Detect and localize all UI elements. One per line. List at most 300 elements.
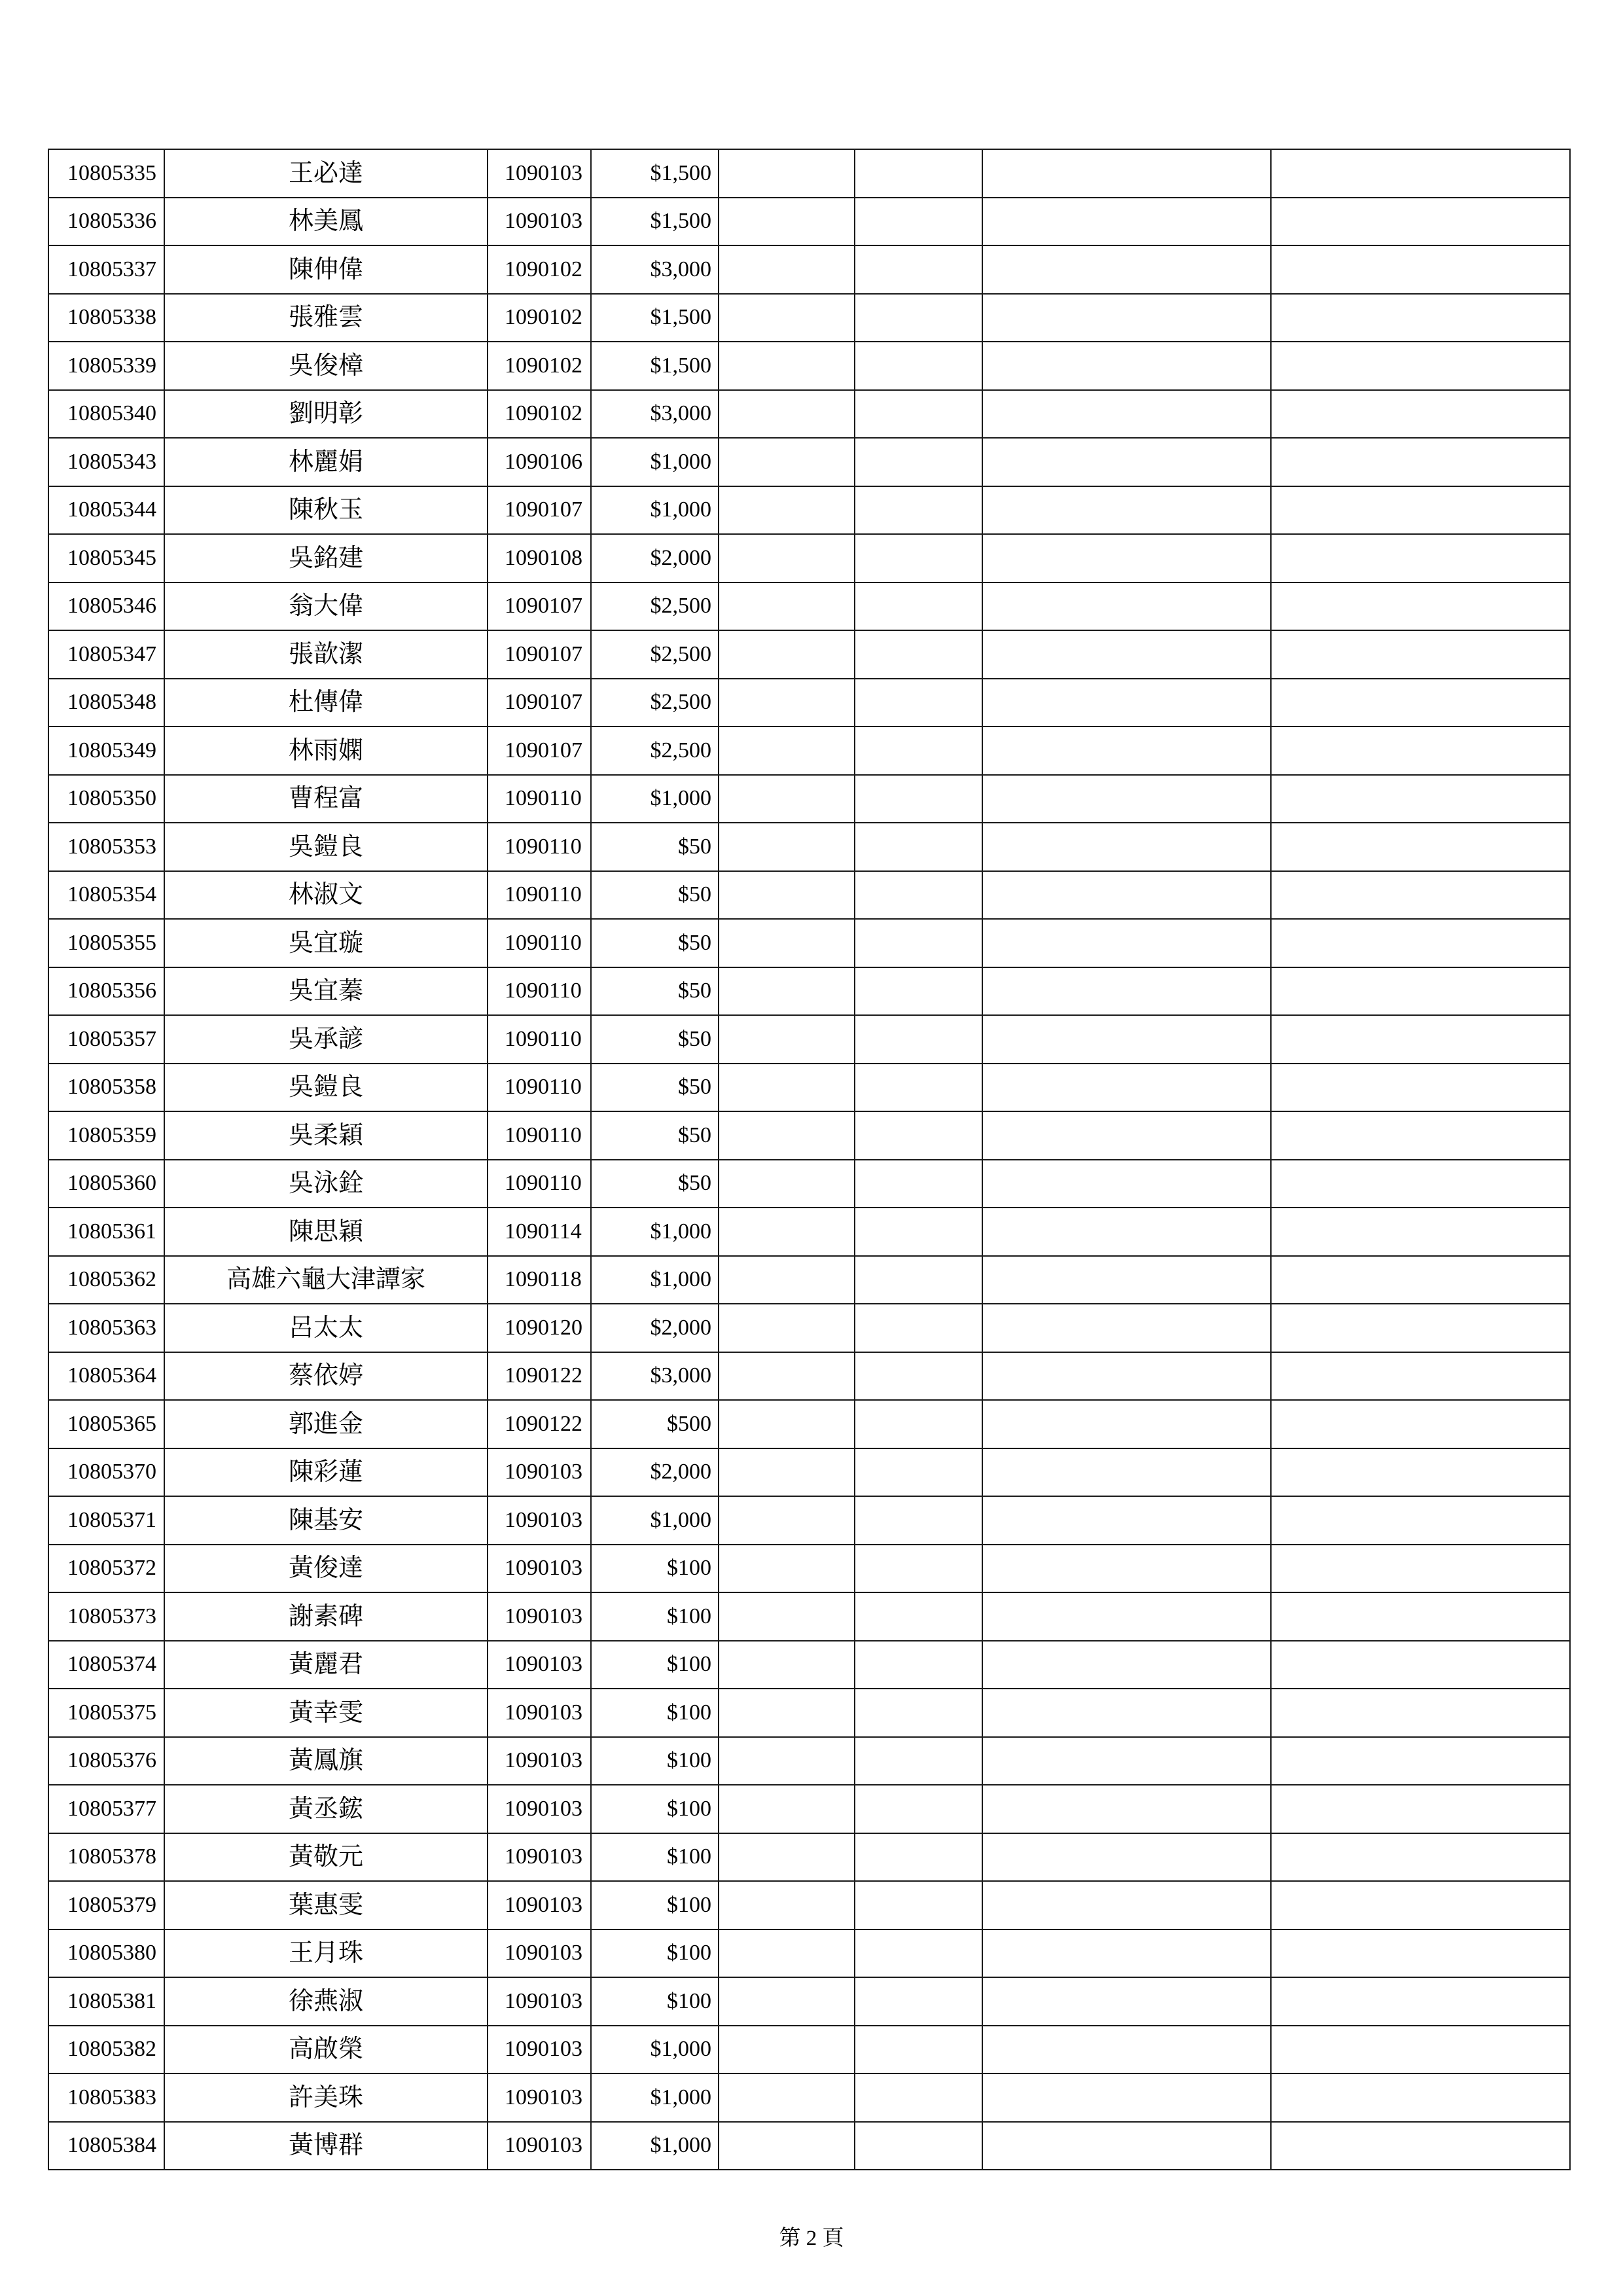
record-id-cell: 10805355 xyxy=(48,919,164,967)
empty-cell xyxy=(719,2122,855,2170)
date-cell: 1090103 xyxy=(488,149,591,198)
empty-cell xyxy=(1271,1929,1570,1978)
empty-cell xyxy=(855,1352,982,1401)
date-cell: 1090103 xyxy=(488,1737,591,1785)
record-id-cell: 10805335 xyxy=(48,149,164,198)
amount-cell: $2,500 xyxy=(591,679,719,727)
date-cell: 1090103 xyxy=(488,2122,591,2170)
empty-cell xyxy=(855,1689,982,1737)
empty-cell xyxy=(982,871,1271,920)
donor-name-cell: 王月珠 xyxy=(164,1929,488,1978)
empty-cell xyxy=(1271,438,1570,486)
date-cell: 1090103 xyxy=(488,2073,591,2122)
empty-cell xyxy=(855,1256,982,1304)
record-id-cell: 10805374 xyxy=(48,1641,164,1689)
table-row xyxy=(48,198,1570,246)
empty-cell xyxy=(982,1737,1271,1785)
empty-cell xyxy=(855,1545,982,1593)
empty-cell xyxy=(855,1785,982,1833)
table-row xyxy=(48,583,1570,631)
empty-cell xyxy=(1271,871,1570,920)
donor-name-cell: 許美珠 xyxy=(164,2073,488,2122)
empty-cell xyxy=(719,198,855,246)
date-cell: 1090107 xyxy=(488,630,591,679)
amount-cell: $500 xyxy=(591,1400,719,1448)
date-cell: 1090110 xyxy=(488,919,591,967)
table-row xyxy=(48,1496,1570,1545)
table-row xyxy=(48,679,1570,727)
empty-cell xyxy=(1271,149,1570,198)
record-id-cell: 10805344 xyxy=(48,486,164,535)
record-id-cell: 10805365 xyxy=(48,1400,164,1448)
empty-cell xyxy=(719,1064,855,1112)
empty-cell xyxy=(982,823,1271,871)
empty-cell xyxy=(1271,1592,1570,1641)
empty-cell xyxy=(855,2026,982,2074)
donor-name-cell: 黃博群 xyxy=(164,2122,488,2170)
empty-cell xyxy=(855,1160,982,1208)
empty-cell xyxy=(982,390,1271,439)
table-row xyxy=(48,1352,1570,1401)
amount-cell: $50 xyxy=(591,1160,719,1208)
donor-name-cell: 呂太太 xyxy=(164,1304,488,1352)
empty-cell xyxy=(719,1304,855,1352)
amount-cell: $1,500 xyxy=(591,198,719,246)
empty-cell xyxy=(982,2026,1271,2074)
date-cell: 1090108 xyxy=(488,534,591,583)
empty-cell xyxy=(1271,1160,1570,1208)
empty-cell xyxy=(719,583,855,631)
date-cell: 1090120 xyxy=(488,1304,591,1352)
empty-cell xyxy=(982,294,1271,342)
empty-cell xyxy=(1271,679,1570,727)
empty-cell xyxy=(1271,1352,1570,1401)
empty-cell xyxy=(719,919,855,967)
table-row xyxy=(48,1881,1570,1929)
date-cell: 1090110 xyxy=(488,775,591,823)
donor-name-cell: 吳柔穎 xyxy=(164,1111,488,1160)
empty-cell xyxy=(855,1448,982,1497)
empty-cell xyxy=(855,1881,982,1929)
empty-cell xyxy=(719,1496,855,1545)
date-cell: 1090102 xyxy=(488,390,591,439)
donor-name-cell: 張歆潔 xyxy=(164,630,488,679)
empty-cell xyxy=(855,438,982,486)
empty-cell xyxy=(1271,1545,1570,1593)
empty-cell xyxy=(982,1352,1271,1401)
empty-cell xyxy=(982,1929,1271,1978)
amount-cell: $2,500 xyxy=(591,726,719,775)
empty-cell xyxy=(855,294,982,342)
empty-cell xyxy=(855,583,982,631)
empty-cell xyxy=(719,1545,855,1593)
date-cell: 1090103 xyxy=(488,1929,591,1978)
empty-cell xyxy=(982,1160,1271,1208)
amount-cell: $1,000 xyxy=(591,1496,719,1545)
table-row xyxy=(48,823,1570,871)
amount-cell: $50 xyxy=(591,919,719,967)
record-id-cell: 10805382 xyxy=(48,2026,164,2074)
donor-name-cell: 杜傳偉 xyxy=(164,679,488,727)
empty-cell xyxy=(1271,294,1570,342)
record-id-cell: 10805337 xyxy=(48,245,164,294)
record-id-cell: 10805347 xyxy=(48,630,164,679)
table-row xyxy=(48,294,1570,342)
record-id-cell: 10805357 xyxy=(48,1015,164,1064)
empty-cell xyxy=(982,1400,1271,1448)
table-row xyxy=(48,438,1570,486)
empty-cell xyxy=(1271,1208,1570,1256)
date-cell: 1090103 xyxy=(488,1545,591,1593)
record-id-cell: 10805354 xyxy=(48,871,164,920)
empty-cell xyxy=(1271,1833,1570,1882)
empty-cell xyxy=(1271,775,1570,823)
empty-cell xyxy=(982,438,1271,486)
amount-cell: $50 xyxy=(591,1015,719,1064)
record-id-cell: 10805339 xyxy=(48,342,164,390)
empty-cell xyxy=(982,1111,1271,1160)
empty-cell xyxy=(1271,1256,1570,1304)
record-id-cell: 10805343 xyxy=(48,438,164,486)
record-id-cell: 10805370 xyxy=(48,1448,164,1497)
empty-cell xyxy=(982,1592,1271,1641)
empty-cell xyxy=(982,1256,1271,1304)
empty-cell xyxy=(855,390,982,439)
donor-name-cell: 林雨嫻 xyxy=(164,726,488,775)
donor-name-cell: 葉惠雯 xyxy=(164,1881,488,1929)
donor-name-cell: 陳彩蓮 xyxy=(164,1448,488,1497)
date-cell: 1090110 xyxy=(488,871,591,920)
record-id-cell: 10805363 xyxy=(48,1304,164,1352)
table-row xyxy=(48,149,1570,198)
empty-cell xyxy=(982,1689,1271,1737)
empty-cell xyxy=(1271,2122,1570,2170)
empty-cell xyxy=(855,1015,982,1064)
amount-cell: $2,500 xyxy=(591,630,719,679)
donor-name-cell: 黃幸雯 xyxy=(164,1689,488,1737)
empty-cell xyxy=(855,775,982,823)
amount-cell: $1,000 xyxy=(591,2073,719,2122)
table-row xyxy=(48,919,1570,967)
table-row xyxy=(48,1592,1570,1641)
empty-cell xyxy=(719,294,855,342)
empty-cell xyxy=(1271,726,1570,775)
amount-cell: $1,500 xyxy=(591,294,719,342)
empty-cell xyxy=(855,1833,982,1882)
amount-cell: $50 xyxy=(591,1064,719,1112)
empty-cell xyxy=(719,823,855,871)
record-id-cell: 10805340 xyxy=(48,390,164,439)
empty-cell xyxy=(719,1785,855,1833)
empty-cell xyxy=(855,1641,982,1689)
empty-cell xyxy=(1271,1400,1570,1448)
empty-cell xyxy=(1271,2026,1570,2074)
date-cell: 1090102 xyxy=(488,342,591,390)
donor-name-cell: 吳承諺 xyxy=(164,1015,488,1064)
empty-cell xyxy=(855,1929,982,1978)
donor-name-cell: 吳俊樟 xyxy=(164,342,488,390)
date-cell: 1090102 xyxy=(488,245,591,294)
empty-cell xyxy=(719,1881,855,1929)
empty-cell xyxy=(855,1977,982,2026)
empty-cell xyxy=(855,1400,982,1448)
donor-name-cell: 曹程富 xyxy=(164,775,488,823)
amount-cell: $1,000 xyxy=(591,438,719,486)
empty-cell xyxy=(719,1015,855,1064)
amount-cell: $100 xyxy=(591,1977,719,2026)
amount-cell: $100 xyxy=(591,1833,719,1882)
amount-cell: $50 xyxy=(591,967,719,1016)
empty-cell xyxy=(719,775,855,823)
empty-cell xyxy=(982,967,1271,1016)
empty-cell xyxy=(1271,1111,1570,1160)
empty-cell xyxy=(719,1448,855,1497)
donor-name-cell: 黃俊達 xyxy=(164,1545,488,1593)
empty-cell xyxy=(855,1111,982,1160)
date-cell: 1090103 xyxy=(488,1689,591,1737)
record-id-cell: 10805378 xyxy=(48,1833,164,1882)
empty-cell xyxy=(982,1833,1271,1882)
empty-cell xyxy=(719,1400,855,1448)
table-row xyxy=(48,1304,1570,1352)
table-row xyxy=(48,2026,1570,2074)
amount-cell: $1,500 xyxy=(591,342,719,390)
donor-name-cell: 林麗娟 xyxy=(164,438,488,486)
empty-cell xyxy=(855,1496,982,1545)
donor-name-cell: 王必達 xyxy=(164,149,488,198)
empty-cell xyxy=(855,726,982,775)
empty-cell xyxy=(1271,2073,1570,2122)
date-cell: 1090107 xyxy=(488,583,591,631)
empty-cell xyxy=(982,1545,1271,1593)
record-id-cell: 10805377 xyxy=(48,1785,164,1833)
empty-cell xyxy=(855,1064,982,1112)
donor-name-cell: 林淑文 xyxy=(164,871,488,920)
record-id-cell: 10805353 xyxy=(48,823,164,871)
table-body xyxy=(48,149,1570,2170)
table-row xyxy=(48,1448,1570,1497)
empty-cell xyxy=(982,534,1271,583)
empty-cell xyxy=(719,1689,855,1737)
record-id-cell: 10805360 xyxy=(48,1160,164,1208)
table-row xyxy=(48,1111,1570,1160)
amount-cell: $1,500 xyxy=(591,149,719,198)
empty-cell xyxy=(719,1160,855,1208)
empty-cell xyxy=(719,1208,855,1256)
date-cell: 1090110 xyxy=(488,1160,591,1208)
empty-cell xyxy=(855,245,982,294)
amount-cell: $100 xyxy=(591,1737,719,1785)
amount-cell: $1,000 xyxy=(591,1256,719,1304)
date-cell: 1090103 xyxy=(488,1785,591,1833)
empty-cell xyxy=(1271,390,1570,439)
amount-cell: $1,000 xyxy=(591,2026,719,2074)
amount-cell: $2,000 xyxy=(591,534,719,583)
empty-cell xyxy=(982,1208,1271,1256)
empty-cell xyxy=(982,1448,1271,1497)
empty-cell xyxy=(1271,630,1570,679)
table-row xyxy=(48,1400,1570,1448)
empty-cell xyxy=(719,486,855,535)
record-id-cell: 10805361 xyxy=(48,1208,164,1256)
table-row xyxy=(48,1160,1570,1208)
empty-cell xyxy=(1271,1785,1570,1833)
amount-cell: $100 xyxy=(591,1641,719,1689)
empty-cell xyxy=(982,1064,1271,1112)
table-row xyxy=(48,245,1570,294)
empty-cell xyxy=(982,149,1271,198)
empty-cell xyxy=(982,679,1271,727)
date-cell: 1090122 xyxy=(488,1352,591,1401)
empty-cell xyxy=(855,919,982,967)
donor-name-cell: 林美鳳 xyxy=(164,198,488,246)
donor-name-cell: 翁大偉 xyxy=(164,583,488,631)
amount-cell: $2,000 xyxy=(591,1448,719,1497)
empty-cell xyxy=(1271,486,1570,535)
date-cell: 1090122 xyxy=(488,1400,591,1448)
record-id-cell: 10805358 xyxy=(48,1064,164,1112)
record-id-cell: 10805350 xyxy=(48,775,164,823)
table-row xyxy=(48,1977,1570,2026)
record-id-cell: 10805346 xyxy=(48,583,164,631)
donor-name-cell: 張雅雲 xyxy=(164,294,488,342)
donor-name-cell: 劉明彰 xyxy=(164,390,488,439)
donor-name-cell: 黃鳳旗 xyxy=(164,1737,488,1785)
table-row xyxy=(48,2122,1570,2170)
empty-cell xyxy=(982,486,1271,535)
record-id-cell: 10805348 xyxy=(48,679,164,727)
record-id-cell: 10805380 xyxy=(48,1929,164,1978)
donor-name-cell: 謝素碑 xyxy=(164,1592,488,1641)
donor-name-cell: 黃麗君 xyxy=(164,1641,488,1689)
empty-cell xyxy=(982,2122,1271,2170)
record-id-cell: 10805338 xyxy=(48,294,164,342)
empty-cell xyxy=(982,1015,1271,1064)
empty-cell xyxy=(982,1881,1271,1929)
record-id-cell: 10805359 xyxy=(48,1111,164,1160)
empty-cell xyxy=(1271,1641,1570,1689)
table-row xyxy=(48,871,1570,920)
amount-cell: $50 xyxy=(591,871,719,920)
donor-name-cell: 陳基安 xyxy=(164,1496,488,1545)
table-row xyxy=(48,1545,1570,1593)
donor-name-cell: 黃丞鋐 xyxy=(164,1785,488,1833)
empty-cell xyxy=(1271,198,1570,246)
table-row xyxy=(48,534,1570,583)
table-row xyxy=(48,1208,1570,1256)
date-cell: 1090114 xyxy=(488,1208,591,1256)
date-cell: 1090118 xyxy=(488,1256,591,1304)
table-row xyxy=(48,1064,1570,1112)
page-number: 第 2 頁 xyxy=(779,2227,844,2250)
date-cell: 1090110 xyxy=(488,1111,591,1160)
date-cell: 1090110 xyxy=(488,823,591,871)
donor-name-cell: 吳銘建 xyxy=(164,534,488,583)
empty-cell xyxy=(719,679,855,727)
record-id-cell: 10805375 xyxy=(48,1689,164,1737)
date-cell: 1090110 xyxy=(488,1064,591,1112)
amount-cell: $1,000 xyxy=(591,486,719,535)
record-id-cell: 10805381 xyxy=(48,1977,164,2026)
date-cell: 1090107 xyxy=(488,486,591,535)
empty-cell xyxy=(855,534,982,583)
empty-cell xyxy=(719,438,855,486)
empty-cell xyxy=(855,1592,982,1641)
donor-name-cell: 徐燕淑 xyxy=(164,1977,488,2026)
date-cell: 1090107 xyxy=(488,726,591,775)
date-cell: 1090103 xyxy=(488,1448,591,1497)
empty-cell xyxy=(982,2073,1271,2122)
amount-cell: $100 xyxy=(591,1881,719,1929)
empty-cell xyxy=(719,1592,855,1641)
table-row xyxy=(48,967,1570,1016)
empty-cell xyxy=(1271,1496,1570,1545)
donor-name-cell: 吳宜璇 xyxy=(164,919,488,967)
empty-cell xyxy=(1271,1977,1570,2026)
record-id-cell: 10805362 xyxy=(48,1256,164,1304)
date-cell: 1090103 xyxy=(488,1592,591,1641)
record-id-cell: 10805379 xyxy=(48,1881,164,1929)
table-row xyxy=(48,1785,1570,1833)
amount-cell: $2,000 xyxy=(591,1304,719,1352)
date-cell: 1090103 xyxy=(488,1881,591,1929)
table-row xyxy=(48,775,1570,823)
donor-name-cell: 吳鎧良 xyxy=(164,1064,488,1112)
empty-cell xyxy=(982,198,1271,246)
amount-cell: $3,000 xyxy=(591,1352,719,1401)
amount-cell: $100 xyxy=(591,1929,719,1978)
amount-cell: $3,000 xyxy=(591,390,719,439)
table-row xyxy=(48,390,1570,439)
donor-name-cell: 高雄六龜大津譚家 xyxy=(164,1256,488,1304)
empty-cell xyxy=(982,919,1271,967)
record-id-cell: 10805345 xyxy=(48,534,164,583)
empty-cell xyxy=(855,967,982,1016)
empty-cell xyxy=(1271,534,1570,583)
donor-name-cell: 陳思穎 xyxy=(164,1208,488,1256)
table-row xyxy=(48,1689,1570,1737)
empty-cell xyxy=(982,1641,1271,1689)
empty-cell xyxy=(719,342,855,390)
empty-cell xyxy=(719,1256,855,1304)
empty-cell xyxy=(855,342,982,390)
empty-cell xyxy=(982,245,1271,294)
table-row xyxy=(48,726,1570,775)
record-id-cell: 10805356 xyxy=(48,967,164,1016)
date-cell: 1090110 xyxy=(488,967,591,1016)
amount-cell: $100 xyxy=(591,1785,719,1833)
empty-cell xyxy=(1271,823,1570,871)
donor-name-cell: 郭進金 xyxy=(164,1400,488,1448)
empty-cell xyxy=(1271,245,1570,294)
record-id-cell: 10805373 xyxy=(48,1592,164,1641)
table-row xyxy=(48,630,1570,679)
donor-name-cell: 陳秋玉 xyxy=(164,486,488,535)
empty-cell xyxy=(982,630,1271,679)
empty-cell xyxy=(719,149,855,198)
amount-cell: $50 xyxy=(591,823,719,871)
empty-cell xyxy=(1271,1689,1570,1737)
donor-name-cell: 黃敬元 xyxy=(164,1833,488,1882)
amount-cell: $100 xyxy=(591,1592,719,1641)
empty-cell xyxy=(719,245,855,294)
empty-cell xyxy=(855,1737,982,1785)
amount-cell: $1,000 xyxy=(591,775,719,823)
empty-cell xyxy=(1271,1881,1570,1929)
date-cell: 1090103 xyxy=(488,1833,591,1882)
empty-cell xyxy=(1271,1737,1570,1785)
empty-cell xyxy=(1271,1448,1570,1497)
